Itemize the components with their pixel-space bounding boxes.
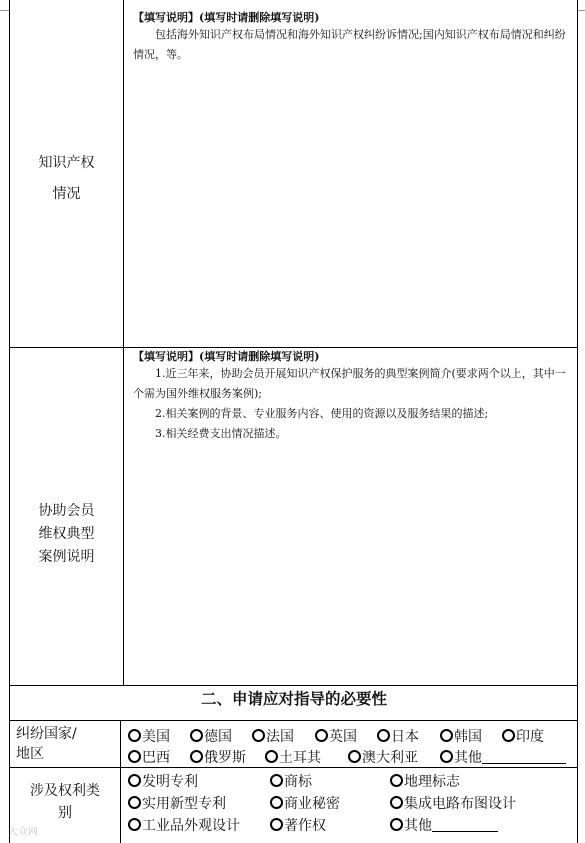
radio-icon: [128, 818, 141, 831]
country-other-blank[interactable]: [482, 749, 566, 764]
cases-note-item-1: 1.近三年来，协助会员开展知识产权保护服务的典型案例简介(要求两个以上，其中一个需为国外维权服务案例);: [133, 367, 566, 400]
radio-icon: [128, 774, 141, 787]
rights-option-utility-model[interactable]: 实用新型专利: [128, 793, 226, 813]
radio-icon: [270, 774, 283, 787]
cases-note: [133, 348, 573, 444]
cases-note-body: [133, 364, 573, 444]
cases-label-line2: 维权典型: [38, 526, 95, 542]
country-option-korea[interactable]: 韩国: [440, 726, 482, 746]
cases-note-item-3: 3.相关经费支出情况描述。: [155, 427, 287, 440]
ip-note-title: 【填写说明】(填写时请删除填写说明): [133, 11, 320, 24]
rights-label-line2: 别: [58, 805, 72, 821]
radio-icon: [265, 750, 278, 763]
country-option-usa[interactable]: 美国: [128, 726, 170, 746]
rights-label: [10, 780, 120, 824]
radio-icon: [502, 729, 515, 742]
country-option-brazil[interactable]: 巴西: [128, 747, 170, 767]
cases-label-line3: 案例说明: [38, 549, 95, 565]
radio-icon: [128, 750, 141, 763]
radio-icon: [390, 818, 403, 831]
radio-icon: [440, 729, 453, 742]
necessity-section-title: 二、申请应对指导的必要性: [200, 690, 387, 708]
ip-note: [133, 9, 573, 65]
ip-label: [10, 148, 123, 210]
label-column-divider: [123, 0, 124, 685]
country-option-uk[interactable]: 英国: [315, 726, 357, 746]
radio-icon: [128, 796, 141, 809]
radio-icon: [377, 729, 390, 742]
radio-icon: [390, 796, 403, 809]
rights-option-ic-layout[interactable]: 集成电路布图设计: [390, 793, 516, 813]
radio-icon: [315, 729, 328, 742]
rights-other-blank[interactable]: [432, 817, 498, 832]
radio-icon: [190, 750, 203, 763]
ip-note-body-wrap: [133, 25, 573, 65]
rights-option-industrial-design[interactable]: 工业品外观设计: [128, 815, 240, 835]
radio-icon: [270, 796, 283, 809]
rights-option-trademark[interactable]: 商标: [270, 771, 312, 791]
radio-icon: [440, 750, 453, 763]
rights-option-other[interactable]: 其他: [390, 815, 498, 835]
dispute-label: [10, 724, 126, 764]
corner-mark-right: [578, 10, 585, 11]
country-option-australia[interactable]: 澳大利亚: [348, 747, 418, 767]
cases-label-line1: 协助会员: [38, 503, 95, 519]
watermark: 大众网: [8, 827, 38, 838]
row-divider-title: [9, 720, 578, 721]
rights-option-invention-patent[interactable]: 发明专利: [128, 771, 198, 791]
radio-icon: [190, 729, 203, 742]
country-option-turkey[interactable]: 土耳其: [265, 747, 321, 767]
row-divider-cases: [9, 685, 578, 686]
radio-icon: [252, 729, 265, 742]
country-option-other[interactable]: 其他: [440, 747, 566, 767]
rights-option-geo-indication[interactable]: 地理标志: [390, 771, 460, 791]
country-option-russia[interactable]: 俄罗斯: [190, 747, 246, 767]
ip-label-line2: 情况: [52, 186, 81, 202]
radio-icon: [348, 750, 361, 763]
country-option-germany[interactable]: 德国: [190, 726, 232, 746]
dispute-label-line1: 纠纷国家/: [16, 726, 77, 742]
radio-icon: [390, 774, 403, 787]
rights-option-copyright[interactable]: 著作权: [270, 815, 326, 835]
radio-icon: [128, 729, 141, 742]
rights-label-line1: 涉及权利类: [30, 783, 100, 799]
cases-note-item-2: 2.相关案例的背景、专业服务内容、使用的资源以及服务结果的描述;: [155, 407, 489, 420]
ip-label-line1: 知识产权: [38, 155, 95, 171]
table-border-right: [577, 0, 578, 843]
radio-icon: [270, 818, 283, 831]
table-border-left: [9, 0, 10, 843]
cases-label: [10, 500, 123, 569]
country-option-japan[interactable]: 日本: [377, 726, 419, 746]
cases-note-title: 【填写说明】(填写时请删除填写说明): [133, 350, 320, 363]
dispute-label-line2: 地区: [16, 746, 44, 762]
country-option-france[interactable]: 法国: [252, 726, 294, 746]
corner-mark-left: [0, 10, 9, 11]
country-option-india[interactable]: 印度: [502, 726, 544, 746]
rights-option-trade-secret[interactable]: 商业秘密: [270, 793, 340, 813]
ip-note-body: 包括海外知识产权布局情况和海外知识产权纠纷诉情况;国内知识产权布局情况和纠纷情况，等。: [133, 28, 566, 61]
row-divider-dispute: [9, 767, 578, 768]
